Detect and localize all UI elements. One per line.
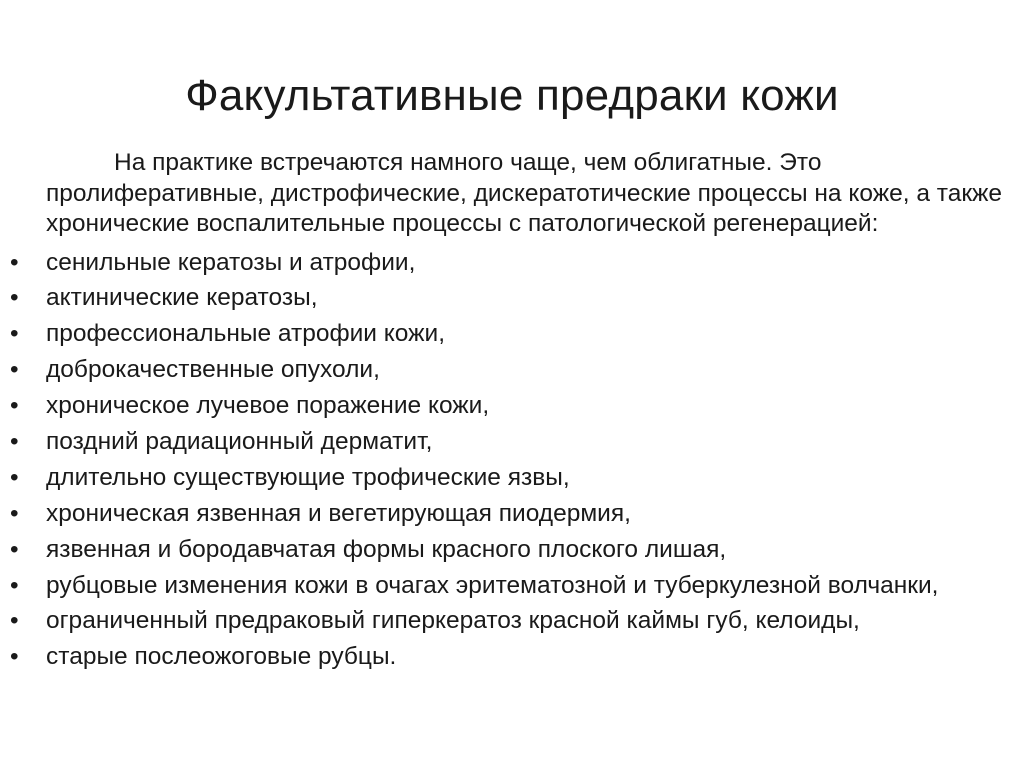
list-item xyxy=(0,355,1024,386)
bullet-list xyxy=(0,248,1024,673)
list-item-text: язвенная и бородавчатая формы красного плоского лишая, xyxy=(46,535,727,563)
list-item xyxy=(0,535,1024,566)
bullet-icon: • xyxy=(10,248,19,276)
list-item xyxy=(0,571,1024,602)
bullet-icon: • xyxy=(10,607,19,635)
list-item xyxy=(0,499,1024,530)
intro-paragraph: На практике встречаются намного чаще, чем облигатные. Это пролиферативные, дистрофические, дискератотические процессы на коже, а также хронические воспалительные процессы с патологической регенерацией: xyxy=(46,149,1003,237)
list-item-text: длительно существующие трофические язвы, xyxy=(46,463,570,491)
list-item xyxy=(0,606,1024,637)
list-item-text: старые послеожоговые рубцы. xyxy=(46,643,397,671)
list-item-text: хроническая язвенная и вегетирующая пиодермия, xyxy=(46,499,631,527)
list-item-text: доброкачественные опухоли, xyxy=(46,356,380,384)
bullet-icon: • xyxy=(10,320,19,348)
slide-title: Факультативные предраки кожи xyxy=(185,71,839,120)
bullet-icon: • xyxy=(10,463,19,491)
list-item-text: ограниченный предраковый гиперкератоз красной каймы губ, келоиды, xyxy=(46,607,860,635)
list-item xyxy=(0,391,1024,422)
list-item xyxy=(0,283,1024,314)
list-item xyxy=(0,248,1024,279)
list-item xyxy=(0,427,1024,458)
list-item xyxy=(0,319,1024,350)
bullet-icon: • xyxy=(10,643,19,671)
list-item-text: хроническое лучевое поражение кожи, xyxy=(46,392,490,420)
bullet-icon: • xyxy=(10,535,19,563)
bullet-icon: • xyxy=(10,499,19,527)
bullet-icon: • xyxy=(10,571,19,599)
list-item-text: рубцовые изменения кожи в очагах эритематозной и туберкулезной волчанки, xyxy=(46,571,939,599)
list-item xyxy=(0,642,1024,673)
list-item-text: сенильные кератозы и атрофии, xyxy=(46,248,416,276)
bullet-icon: • xyxy=(10,284,19,312)
bullet-icon: • xyxy=(10,427,19,455)
list-item-text: профессиональные атрофии кожи, xyxy=(46,320,446,348)
slide-content xyxy=(0,148,1024,678)
list-item-text: поздний радиационный дерматит, xyxy=(46,427,433,455)
bullet-icon: • xyxy=(10,356,19,384)
bullet-icon: • xyxy=(10,392,19,420)
list-item-text: актинические кератозы, xyxy=(46,284,318,312)
list-item xyxy=(0,463,1024,494)
